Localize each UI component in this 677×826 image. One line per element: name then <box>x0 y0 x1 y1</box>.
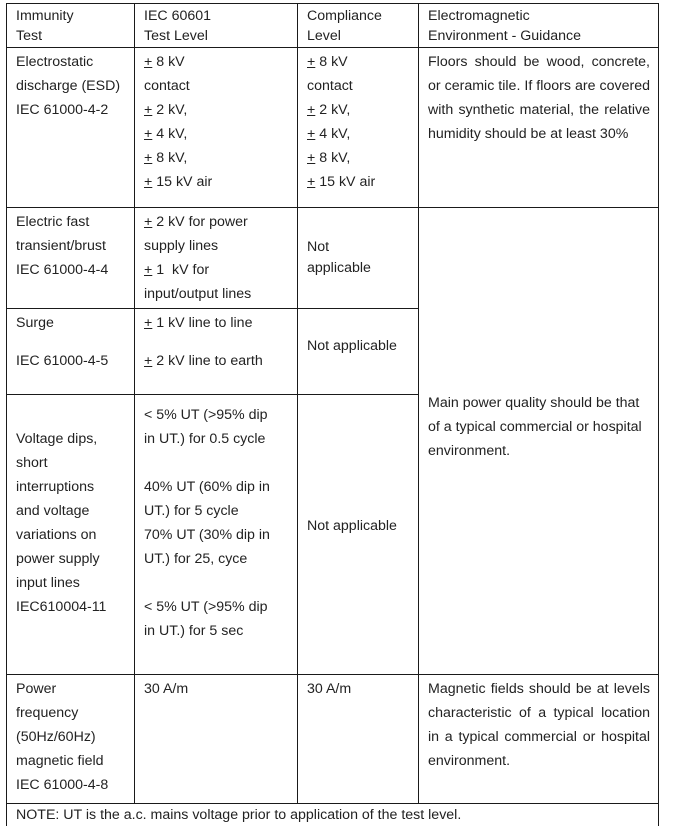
surge-compliance-cell: Not applicable <box>298 309 419 395</box>
eft-level-cell: + 2 kV for power supply lines + 1 kV for input/output lines <box>135 208 298 309</box>
note-text: NOTE: UT is the a.c. mains voltage prior to application of the test level. <box>7 804 659 826</box>
dips-test-cell: Voltage dips, short interruptions and voltage variations on power supply input lines IEC610004-11 <box>7 395 135 675</box>
table-row-magnetic-field <box>7 675 659 804</box>
eft-compliance-cell: Not applicable <box>298 208 419 309</box>
table-row-esd <box>7 48 659 208</box>
immunity-test-table <box>6 3 659 826</box>
immunity-test-table-container <box>6 3 658 826</box>
dips-compliance-cell: Not applicable <box>298 395 419 675</box>
header-immunity-test: Immunity Test <box>7 4 135 48</box>
esd-compliance-cell: + 8 kV contact + 2 kV, + 4 kV, + 8 kV, + 15 kV air <box>298 48 419 208</box>
magnetic-compliance-cell: 30 A/m <box>298 675 419 804</box>
note-row <box>7 804 659 826</box>
header-compliance-level: Compliance Level <box>298 4 419 48</box>
surge-level-cell: + 1 kV line to line + 2 kV line to earth <box>135 309 298 395</box>
header-test-level: IEC 60601 Test Level <box>135 4 298 48</box>
magnetic-guidance-cell: Magnetic fields should be at levels characteristic of a typical location in a typical commercial or hospital environment. <box>419 675 659 804</box>
eft-test-cell: Electric fast transient/brust IEC 61000-4-4 <box>7 208 135 309</box>
dips-level-cell: < 5% UT (>95% dip in UT.) for 0.5 cycle 40% UT (60% dip in UT.) for 5 cycle 70% UT (30% dip in UT.) for 25, cyce < 5% UT (>95% dip in UT.) for 5 sec <box>135 395 298 675</box>
magnetic-level-cell: 30 A/m <box>135 675 298 804</box>
surge-test-cell: Surge IEC 61000-4-5 <box>7 309 135 395</box>
esd-level-cell: + 8 kV contact + 2 kV, + 4 kV, + 8 kV, + 15 kV air <box>135 48 298 208</box>
table-row-eft <box>7 208 659 309</box>
power-quality-guidance-cell: Main power quality should be that of a typical commercial or hospital environment. <box>419 208 659 675</box>
magnetic-test-cell: Power frequency (50Hz/60Hz) magnetic field IEC 61000-4-8 <box>7 675 135 804</box>
esd-guidance-cell: Floors should be wood, concrete, or ceramic tile. If floors are covered with synthetic material, the relative humidity should be at least 30% <box>419 48 659 208</box>
header-guidance: Electromagnetic Environment - Guidance <box>419 4 659 48</box>
header-row <box>7 4 659 48</box>
esd-test-cell: Electrostatic discharge (ESD) IEC 61000-4-2 <box>7 48 135 208</box>
